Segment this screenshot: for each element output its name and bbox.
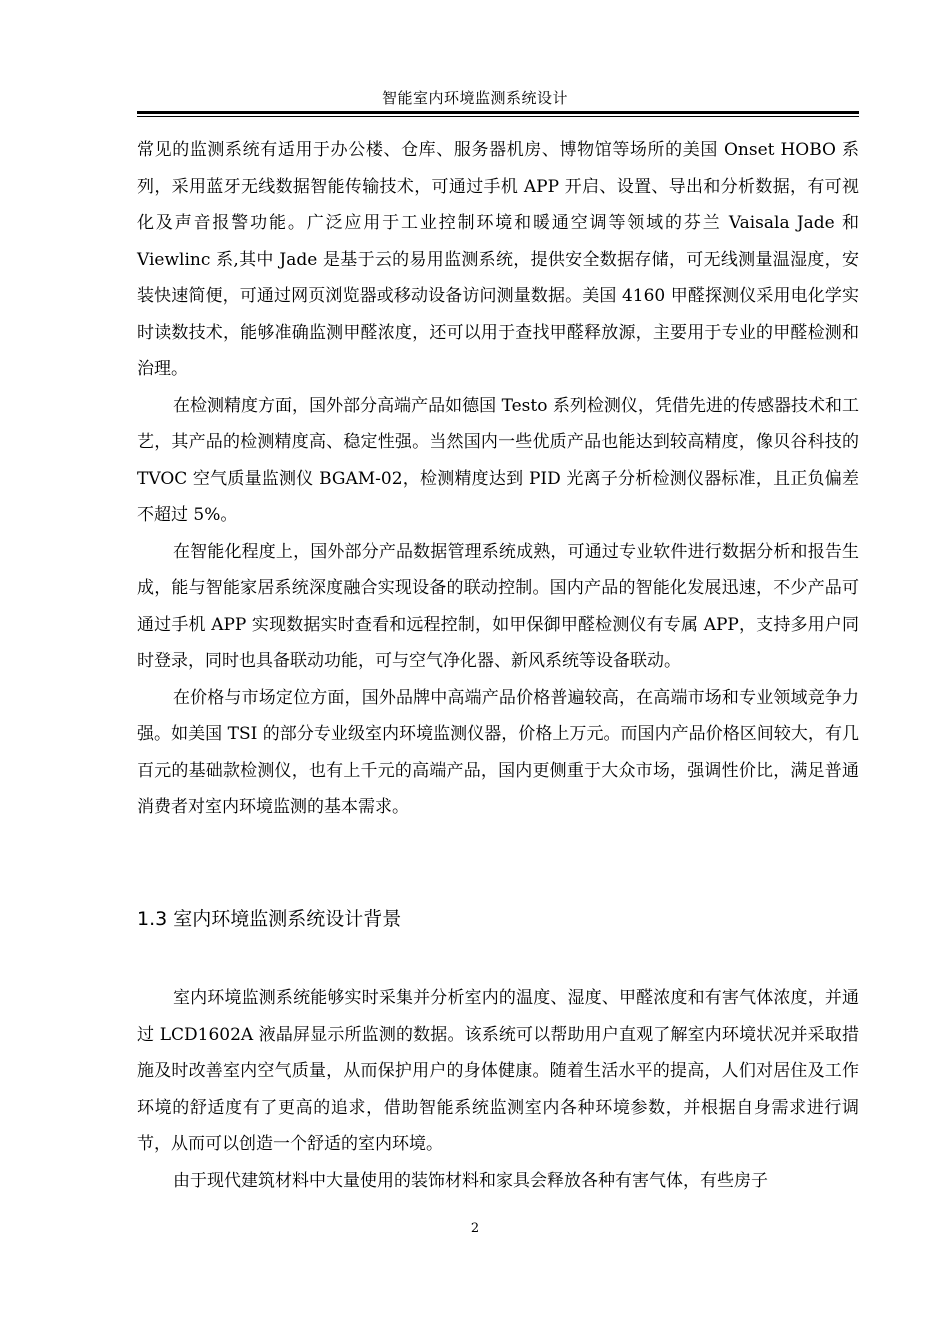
header-rule-thin [137, 116, 859, 117]
section-heading: 1.3 室内环境监测系统设计背景 [137, 908, 402, 930]
page-number: 2 [470, 1221, 480, 1236]
paragraph: 室内环境监测系统能够实时采集并分析室内的温度、湿度、甲醛浓度和有害气体浓度，并通过 LCD1602A 液晶屏显示所监测的数据。该系统可以帮助用户直观了解室内环境状况并采取措施及时改善室内空气质量，从而保护用户的身体健康。随着生活水平的提高，人们对居住及工作环境的舒适度有了更高的追求，借助智能系统监测室内各种环境参数，并根据自身需求进行调节，从而可以创造一个舒适的室内环境。 [137, 988, 859, 1154]
header-rule [137, 111, 859, 114]
paragraph: 常见的监测系统有适用于办公楼、仓库、服务器机房、博物馆等场所的美国 Onset HOBO 系列，采用蓝牙无线数据智能传输技术，可通过手机 APP 开启、设置、导出和分析数据，有可视化及声音报警功能。广泛应用于工业控制环境和暖通空调等领域的芬兰 Vaisala Jade 和 Viewlinc 系,其中 Jade 是基于云的易用监测系统，提供安全数据存储，可无线测量温湿度，安装快速简便，可通过网页浏览器或移动设备访问测量数据。美国 4160 甲醛探测仪采用电化学实时读数技术，能够准确监测甲醛浓度，还可以用于查找甲醛释放源，主要用于专业的甲醛检测和治理。 [137, 140, 859, 379]
paragraph: 在价格与市场定位方面，国外品牌中高端产品价格普遍较高，在高端市场和专业领域竞争力强。如美国 TSI 的部分专业级室内环境监测仪器，价格上万元。而国内产品价格区间较大，有几百元的基础款检测仪，也有上千元的高端产品，国内更侧重于大众市场，强调性价比，满足普通消费者对室内环境监测的基本需求。 [137, 687, 859, 817]
paragraph: 在检测精度方面，国外部分高端产品如德国 Testo 系列检测仪，凭借先进的传感器技术和工艺，其产品的检测精度高、稳定性强。当然国内一些优质产品也能达到较高精度，像贝谷科技的 TVOC 空气质量监测仪 BGAM-02，检测精度达到 PID 光离子分析检测仪器标准，且正负偏差不超过 5%。 [137, 395, 859, 525]
body-text-before [137, 132, 859, 826]
paragraph: 在智能化程度上，国外部分产品数据管理系统成熟，可通过专业软件进行数据分析和报告生成，能与智能家居系统深度融合实现设备的联动控制。国内产品的智能化发展迅速，不少产品可通过手机 APP 实现数据实时查看和远程控制，如甲保御甲醛检测仪有专属 APP，支持多用户同时登录，同时也具备联动功能，可与空气净化器、新风系统等设备联动。 [137, 541, 859, 671]
body-text-after [137, 980, 859, 1199]
running-header: 智能室内环境监测系统设计 [381, 89, 568, 107]
paragraph: 由于现代建筑材料中大量使用的装饰材料和家具会释放各种有害气体，有些房子 [173, 1170, 768, 1191]
